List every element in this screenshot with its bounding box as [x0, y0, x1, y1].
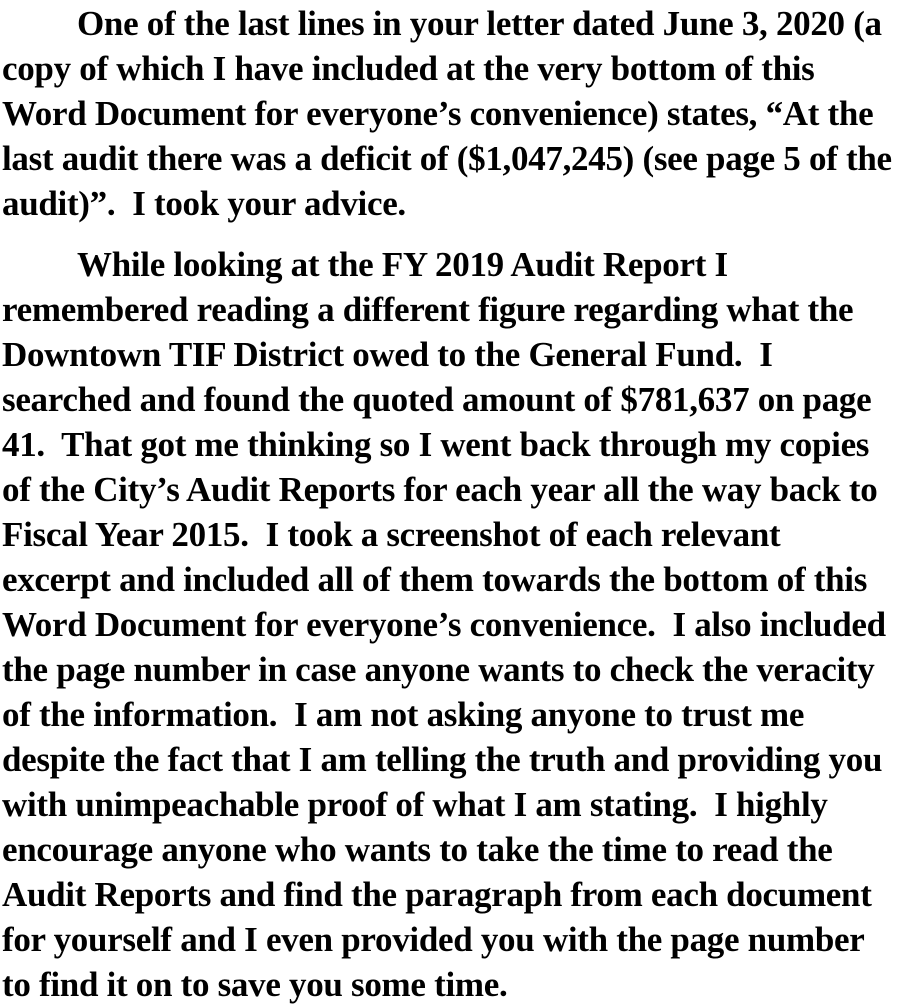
- text-line: Downtown TIF District owed to the General Fund. I: [2, 335, 773, 374]
- text-line: excerpt and included all of them towards the bottom of this: [2, 560, 868, 599]
- text-line: of the information. I am not asking anyone to trust me: [2, 695, 805, 734]
- text-line: last audit there was a deficit of ($1,047,245) (see page 5 of the: [2, 139, 892, 178]
- text-line: with unimpeachable proof of what I am stating. I highly: [2, 785, 828, 824]
- text-line: searched and found the quoted amount of $781,637 on page: [2, 380, 872, 419]
- text-line: copy of which I have included at the very bottom of this: [2, 49, 815, 88]
- text-line: of the City’s Audit Reports for each year all the way back to: [2, 470, 878, 509]
- text-line: Word Document for everyone’s convenience. I also included: [2, 605, 886, 644]
- text-line: Word Document for everyone’s convenience) states, “At the: [2, 94, 874, 133]
- text-line: the page number in case anyone wants to check the veracity: [2, 650, 875, 689]
- text-line: despite the fact that I am telling the truth and providing you: [2, 740, 883, 779]
- text-line: Fiscal Year 2015. I took a screenshot of each relevant: [2, 515, 781, 554]
- text-line: to find it on to save you some time.: [2, 965, 508, 1004]
- text-line: for yourself and I even provided you with the page number: [2, 920, 865, 959]
- text-line: One of the last lines in your letter dated June 3, 2020 (a: [77, 4, 882, 43]
- text-line: encourage anyone who wants to take the time to read the: [2, 830, 833, 869]
- text-line: Audit Reports and find the paragraph from each document: [2, 875, 872, 914]
- text-line: remembered reading a different figure regarding what the: [2, 290, 854, 329]
- text-line: audit)”. I took your advice.: [2, 184, 406, 223]
- paragraph: [2, 242, 898, 1007]
- text-line: While looking at the FY 2019 Audit Report I: [77, 245, 728, 284]
- paragraph: [2, 1, 898, 226]
- text-line: 41. That got me thinking so I went back through my copies: [2, 425, 870, 464]
